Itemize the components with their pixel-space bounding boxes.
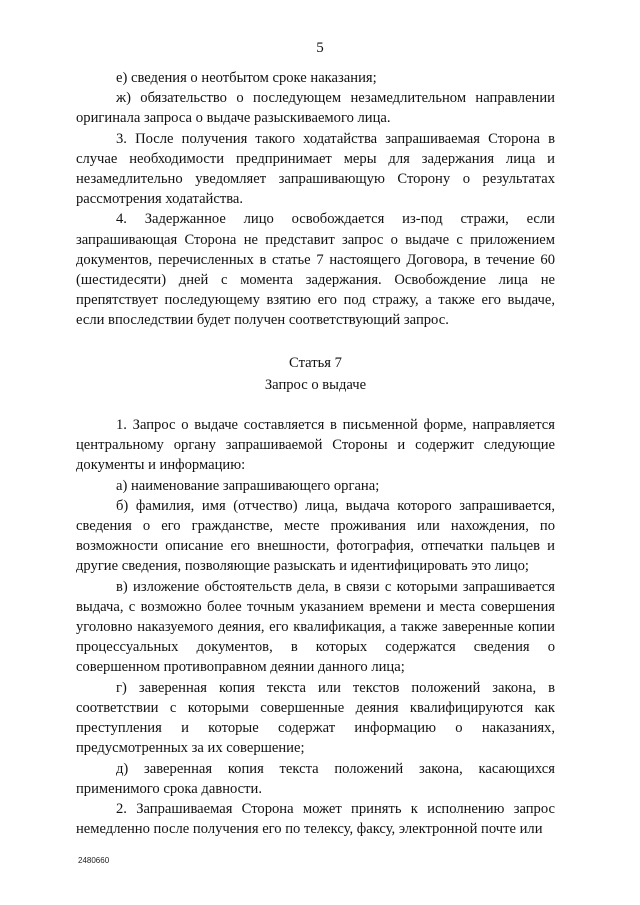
document-body — [76, 68, 555, 839]
article-number: Статья 7 — [289, 354, 342, 371]
paragraph-clause-3: 3. После получения такого ходатайства запрашиваемая Сторона в случае необходимости предпринимает меры для задержания лица и незамедлительно уведомляет запрашивающую Сторону о результатах рассмотрения ходатайства. — [76, 130, 555, 208]
document-code: 2480660 — [78, 856, 110, 865]
paragraph-item-v: в) изложение обстоятельств дела, в связи с которыми запрашивается выдача, с возможно более точным указанием времени и места совершения уголовно наказуемого деяния, его квалификация, а также заверенные копии процессуальных документов, в которых содержатся сведения о совершенном противоправном деянии данного лица; — [76, 578, 555, 676]
article-title: Запрос о выдаче — [264, 376, 367, 393]
paragraph-item-g: г) заверенная копия текста или текстов положений закона, в соответствии с которыми совершенные деяния квалифицируются как преступления и которые содержат информацию о наказаниях, предусмотренных за их совершение; — [76, 679, 555, 757]
paragraph-clause-2: 2. Запрашиваемая Сторона может принять к исполнению запрос немедленно после получения его по телексу, факсу, электронной почте или — [76, 800, 555, 838]
paragraph-item-b: б) фамилия, имя (отчество) лица, выдача которого запрашивается, сведения о его гражданстве, месте проживания или нахождения, по возможности описание его внешности, фотография, отпечатки пальцев и другие сведения, позволяющие разыскать и идентифицировать это лицо; — [76, 497, 555, 575]
paragraph-clause-1: 1. Запрос о выдаче составляется в письменной форме, направляется центральному органу запрашиваемой Стороны и содержит следующие документы и информацию: — [76, 417, 555, 474]
paragraph-item-a: а) наименование запрашивающего органа; — [116, 477, 380, 494]
paragraph-item-d: д) заверенная копия текста положений закона, касающихся применимого срока давности. — [76, 760, 555, 797]
paragraph-clause-4: 4. Задержанное лицо освобождается из-под стражи, если запрашивающая Сторона не представит запрос о выдаче с приложением документов, перечисленных в статье 7 настоящего Договора, в течение 60 (шестидесяти) дней с момента задержания. Освобождение лица не препятствует последующему взятию его под стражу, а также его выдаче, если впоследствии будет получен соответствующий запрос. — [76, 211, 555, 329]
paragraph-item-e: е) сведения о неотбытом сроке наказания; — [116, 70, 377, 86]
page-number: 5 — [316, 40, 324, 56]
paragraph-item-zh: ж) обязательство о последующем незамедлительном направлении оригинала запроса о выдаче разыскиваемого лица. — [76, 90, 555, 127]
